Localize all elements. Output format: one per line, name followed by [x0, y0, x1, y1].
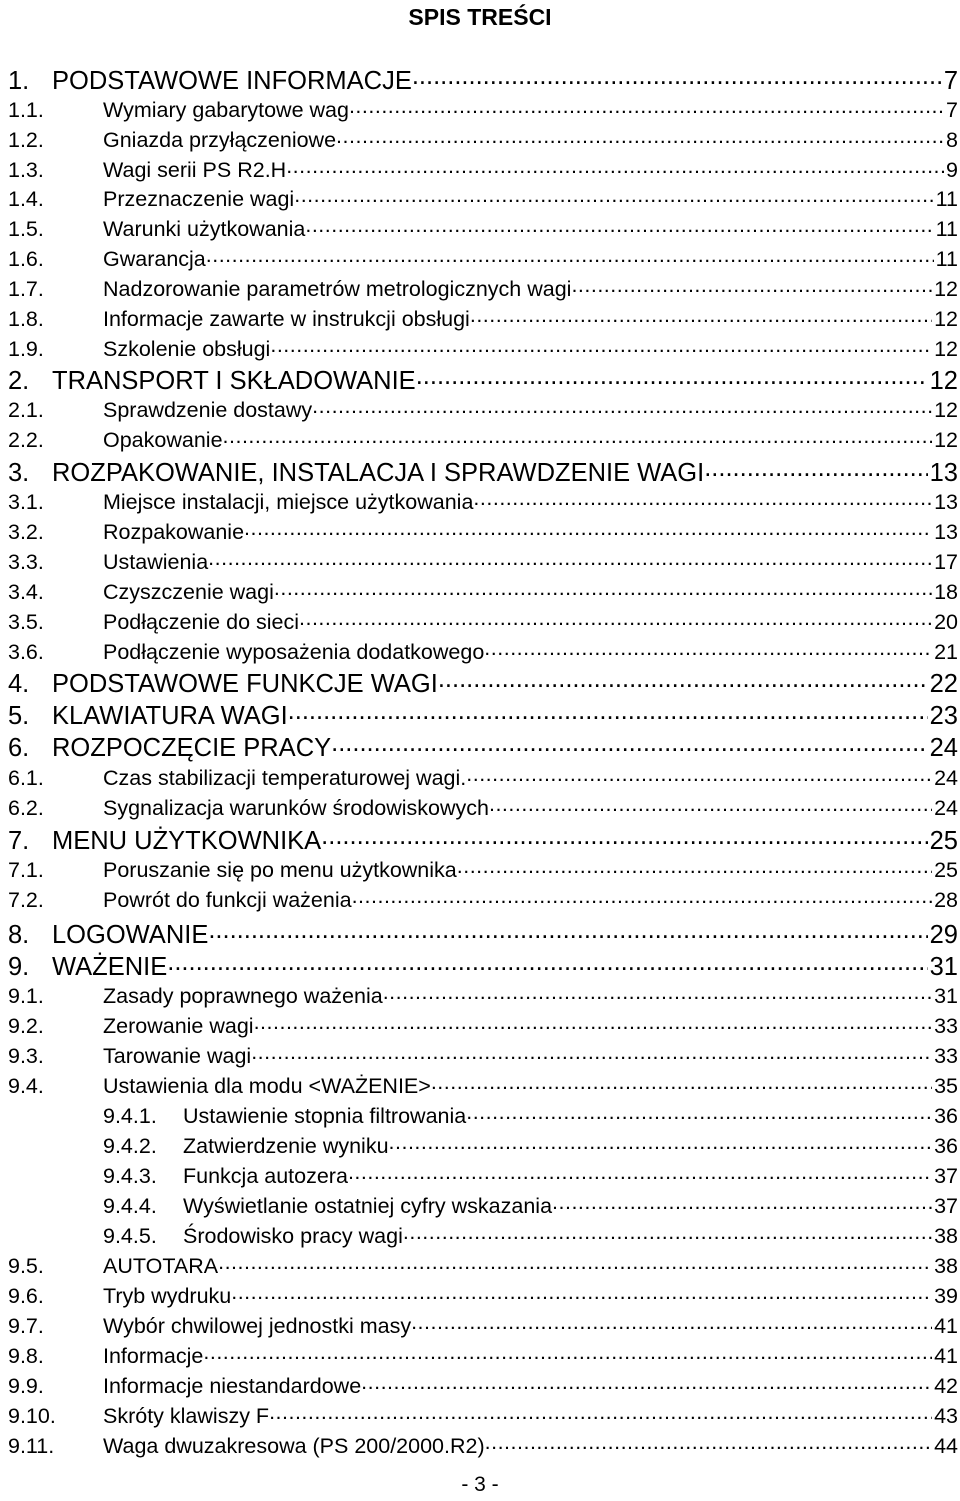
dot-leader	[389, 1131, 933, 1153]
dot-leader	[704, 455, 927, 481]
toc-entry-title: Nadzorowanie parametrów metrologicznych wagi	[103, 276, 572, 301]
toc-entry-page: 12	[929, 366, 958, 395]
toc-entry-title: Tryb wydruku	[103, 1283, 232, 1308]
dot-leader	[331, 730, 928, 756]
toc-entry-title: Zasady poprawnego ważenia	[103, 983, 383, 1008]
toc-entry[interactable]	[8, 1131, 958, 1161]
dot-leader	[321, 823, 927, 849]
dot-leader	[466, 763, 932, 785]
toc-entry-number: 9.9.	[8, 1373, 44, 1398]
toc-entry-title: Wagi serii PS R2.H	[103, 157, 287, 182]
dot-leader	[206, 244, 934, 266]
toc-entry-page: 11	[935, 186, 958, 211]
toc-entry-page: 12	[934, 306, 958, 331]
toc-entry-number: 1.6.	[8, 246, 44, 271]
dot-leader	[208, 547, 932, 569]
toc-entry-title: AUTOTARA	[103, 1253, 219, 1278]
toc-entry-number: 5.	[8, 701, 30, 730]
toc-entry[interactable]	[8, 1281, 958, 1311]
toc-entry[interactable]	[8, 823, 958, 855]
dot-leader	[231, 1281, 932, 1303]
toc-entry-page: 44	[934, 1433, 958, 1458]
toc-entry-page: 24	[934, 795, 958, 820]
toc-entry[interactable]	[8, 244, 958, 274]
toc-entry-page: 38	[934, 1253, 958, 1278]
toc-entry-page: 13	[929, 458, 958, 487]
toc-entry-number: 9.10.	[8, 1403, 56, 1428]
toc-entry-page: 12	[934, 427, 958, 452]
dot-leader	[299, 607, 932, 629]
toc-entry[interactable]	[8, 855, 958, 885]
toc-entry-number: 3.5.	[8, 609, 44, 634]
toc-entry-number: 9.4.3.	[103, 1163, 157, 1188]
toc-entry[interactable]	[8, 274, 958, 304]
toc-entry-number: 6.2.	[8, 795, 44, 820]
dot-leader	[254, 1011, 933, 1033]
toc-entry-number: 9.4.5.	[103, 1223, 157, 1248]
toc-entry-title: Środowisko pracy wagi	[183, 1223, 403, 1248]
toc-entry[interactable]	[8, 793, 958, 823]
toc-entry-title: Podłączenie do sieci	[103, 609, 300, 634]
toc-entry-page: 7	[943, 66, 958, 95]
dot-leader	[489, 793, 932, 815]
dot-leader	[286, 155, 944, 177]
toc-entry[interactable]	[8, 455, 958, 487]
toc-entry[interactable]	[8, 1431, 958, 1461]
toc-entry-number: 1.7.	[8, 276, 44, 301]
toc-entry-number: 9.8.	[8, 1343, 44, 1368]
toc-entry-number: 2.2.	[8, 427, 44, 452]
toc-entry[interactable]	[8, 1191, 958, 1221]
dot-leader	[383, 981, 932, 1003]
toc-entry[interactable]	[8, 487, 958, 517]
toc-entry[interactable]	[8, 547, 958, 577]
dot-leader	[431, 1071, 932, 1093]
toc-entry-title: Wybór chwilowej jednostki masy	[103, 1313, 412, 1338]
toc-entry-title: ROZPAKOWANIE, INSTALACJA I SPRAWDZENIE WAGI	[52, 458, 705, 487]
toc-entry[interactable]	[8, 607, 958, 637]
toc-entry[interactable]	[8, 730, 958, 762]
dot-leader	[457, 855, 932, 877]
toc-entry-page: 25	[929, 826, 958, 855]
toc-entry-title: Ustawienia dla modu <WAŻENIE>	[103, 1073, 431, 1098]
toc-entry-title: Warunki użytkowania	[103, 216, 306, 241]
toc-entry-title: Rozpakowanie	[103, 519, 245, 544]
toc-entry-title: Czas stabilizacji temperaturowej wagi.	[103, 765, 467, 790]
toc-entry-number: 9.2.	[8, 1013, 44, 1038]
toc-entry-number: 9.4.	[8, 1073, 44, 1098]
toc-entry-page: 12	[934, 397, 958, 422]
toc-entry-title: Szkolenie obsługi	[103, 336, 271, 361]
toc-entry-page: 21	[934, 639, 958, 664]
toc-entry-page: 7	[946, 97, 958, 122]
toc-entry-title: Zatwierdzenie wyniku	[183, 1133, 389, 1158]
page-number-footer: - 3 -	[461, 1473, 499, 1496]
toc-entry[interactable]	[8, 1251, 958, 1281]
toc-entry-title: ROZPOCZĘCIE PRACY	[52, 733, 332, 762]
toc-entry[interactable]	[8, 304, 958, 334]
dot-leader	[336, 125, 944, 147]
toc-entry-title: Funkcja autozera	[183, 1163, 348, 1188]
toc-entry-page: 38	[934, 1223, 958, 1248]
toc-entry-title: Informacje zawarte w instrukcji obsługi	[103, 306, 470, 331]
dot-leader	[470, 304, 932, 326]
page-title: SPIS TREŚCI	[408, 4, 552, 30]
toc-entry-page: 33	[934, 1043, 958, 1068]
dot-leader	[466, 1101, 932, 1123]
toc-entry-number: 4.	[8, 669, 30, 698]
toc-entry-number: 1.3.	[8, 157, 44, 182]
toc-entry-number: 9.5.	[8, 1253, 44, 1278]
toc-entry-number: 9.	[8, 952, 30, 981]
toc-entry-page: 23	[929, 701, 958, 730]
toc-entry-number: 3.6.	[8, 639, 44, 664]
toc-entry-title: Gwarancja	[103, 246, 206, 271]
toc-entry-number: 8.	[8, 920, 30, 949]
toc-entry-page: 22	[929, 669, 958, 698]
dot-leader	[218, 1251, 932, 1273]
toc-entry-title: Wymiary gabarytowe wag	[103, 97, 349, 122]
toc-entry[interactable]	[8, 1221, 958, 1251]
dot-leader	[270, 334, 932, 356]
toc-entry-number: 1.2.	[8, 127, 44, 152]
toc-entry[interactable]	[8, 1311, 958, 1341]
toc-entry-title: Opakowanie	[103, 427, 223, 452]
toc-entry-page: 39	[934, 1283, 958, 1308]
toc-entry[interactable]	[8, 425, 958, 455]
toc-entry-page: 42	[934, 1373, 958, 1398]
toc-entry[interactable]	[8, 885, 958, 915]
toc-entry-page: 11	[935, 246, 958, 271]
toc-entry-title: Miejsce instalacji, miejsce użytkowania	[103, 489, 474, 514]
toc-entry-title: Informacje niestandardowe	[103, 1373, 362, 1398]
toc-entry-page: 36	[934, 1133, 958, 1158]
toc-entry[interactable]	[8, 698, 958, 730]
toc-entry-title: Zerowanie wagi	[103, 1013, 254, 1038]
toc-entry-title: PODSTAWOWE INFORMACJE	[52, 66, 412, 95]
toc-entry-number: 1.4.	[8, 186, 44, 211]
toc-entry-number: 7.2.	[8, 887, 44, 912]
toc-entry-page: 29	[929, 920, 958, 949]
toc-entry[interactable]	[8, 125, 958, 155]
dot-leader	[203, 1341, 932, 1363]
toc-entry-title: Skróty klawiszy F	[103, 1403, 270, 1428]
toc-entry-number: 9.4.2.	[103, 1133, 157, 1158]
toc-entry[interactable]	[8, 949, 958, 981]
toc-entry-number: 3.4.	[8, 579, 44, 604]
toc-entry-number: 9.6.	[8, 1283, 44, 1308]
toc-entry-number: 7.	[8, 826, 30, 855]
toc-entry-page: 12	[934, 336, 958, 361]
dot-leader	[438, 666, 928, 692]
toc-entry-title: Waga dwuzakresowa (PS 200/2000.R2)	[103, 1433, 485, 1458]
toc-entry-page: 33	[934, 1013, 958, 1038]
toc-entry[interactable]	[8, 1401, 958, 1431]
dot-leader	[416, 363, 928, 389]
toc-entry-page: 24	[934, 765, 958, 790]
toc-entry-page: 11	[935, 216, 958, 241]
toc-entry-number: 1.5.	[8, 216, 44, 241]
toc-entry-number: 6.1.	[8, 765, 44, 790]
toc-entry[interactable]	[8, 334, 958, 364]
toc-entry-number: 3.1.	[8, 489, 44, 514]
toc-entry[interactable]	[8, 1161, 958, 1191]
toc-entry[interactable]	[8, 155, 958, 185]
toc-entry-page: 41	[934, 1343, 958, 1368]
dot-leader	[348, 1161, 932, 1183]
toc-entry[interactable]	[8, 1341, 958, 1371]
toc-entry-page: 31	[929, 952, 958, 981]
toc-entry-page: 31	[934, 983, 958, 1008]
toc-entry[interactable]	[8, 637, 958, 667]
toc-entry-title: Wyświetlanie ostatniej cyfry wskazania	[183, 1193, 553, 1218]
toc-entry-page: 8	[946, 127, 958, 152]
toc-entry-title: TRANSPORT I SKŁADOWANIE	[52, 366, 416, 395]
toc-entry-page: 41	[934, 1313, 958, 1338]
dot-leader	[552, 1191, 932, 1213]
toc-entry-page: 35	[934, 1073, 958, 1098]
toc-entry-page: 13	[934, 519, 958, 544]
toc-entry[interactable]	[8, 1101, 958, 1131]
toc-entry-title: PODSTAWOWE FUNKCJE WAGI	[52, 669, 438, 698]
dot-leader	[305, 214, 933, 236]
toc-entry[interactable]	[8, 395, 958, 425]
toc-entry-number: 1.8.	[8, 306, 44, 331]
toc-entry-number: 9.11.	[8, 1433, 55, 1458]
toc-entry-page: 36	[934, 1103, 958, 1128]
toc-entry[interactable]	[8, 95, 958, 125]
toc-entry[interactable]	[8, 63, 958, 95]
toc-entry-title: Sprawdzenie dostawy	[103, 397, 313, 422]
toc-entry[interactable]	[8, 1371, 958, 1401]
toc-entry-title: Czyszczenie wagi	[103, 579, 274, 604]
toc-entry[interactable]	[8, 363, 958, 395]
toc-entry[interactable]	[8, 917, 958, 949]
toc-entry[interactable]	[8, 1011, 958, 1041]
dot-leader	[251, 1041, 932, 1063]
toc-entry-number: 9.3.	[8, 1043, 44, 1068]
toc-entry-page: 24	[929, 733, 958, 762]
toc-entry-title: Informacje	[103, 1343, 204, 1368]
dot-leader	[288, 698, 928, 724]
toc-entry[interactable]	[8, 517, 958, 547]
dot-leader	[349, 95, 944, 117]
toc-entry-page: 20	[934, 609, 958, 634]
toc-entry-number: 9.1.	[8, 983, 44, 1008]
toc-entry-page: 25	[934, 857, 958, 882]
toc-entry-page: 13	[934, 489, 958, 514]
toc-entry-title: Przeznaczenie wagi	[103, 186, 295, 211]
toc-entry-number: 3.3.	[8, 549, 44, 574]
dot-leader	[269, 1401, 932, 1423]
dot-leader	[403, 1221, 932, 1243]
toc-entry-number: 9.4.1.	[103, 1103, 157, 1128]
dot-leader	[294, 184, 933, 206]
toc-entry-page: 17	[934, 549, 958, 574]
dot-leader	[208, 917, 927, 943]
toc-entry-number: 6.	[8, 733, 30, 762]
dot-leader	[411, 1311, 932, 1333]
dot-leader	[312, 395, 932, 417]
toc-entry[interactable]	[8, 184, 958, 214]
toc-entry-title: Sygnalizacja warunków środowiskowych	[103, 795, 489, 820]
dot-leader	[244, 517, 932, 539]
dot-leader	[361, 1371, 932, 1393]
toc-entry-page: 18	[934, 579, 958, 604]
toc-entry-page: 28	[934, 887, 958, 912]
toc-entry-page: 37	[934, 1163, 958, 1188]
toc-entry-page: 12	[934, 276, 958, 301]
toc-entry-title: MENU UŻYTKOWNIKA	[52, 826, 322, 855]
toc-entry[interactable]	[8, 214, 958, 244]
toc-entry-number: 3.	[8, 458, 30, 487]
dot-leader	[473, 487, 932, 509]
toc-entry-page: 43	[934, 1403, 958, 1428]
dot-leader	[167, 949, 927, 975]
toc-entry-number: 9.7.	[8, 1313, 44, 1338]
toc-entry[interactable]	[8, 1041, 958, 1071]
toc-entry-title: Powrót do funkcji ważenia	[103, 887, 352, 912]
toc-entry-title: Tarowanie wagi	[103, 1043, 252, 1068]
toc-entry-number: 3.2.	[8, 519, 44, 544]
toc-entry-number: 1.	[8, 66, 30, 95]
toc-entry-title: LOGOWANIE	[52, 920, 209, 949]
toc-entry-title: Ustawienie stopnia filtrowania	[183, 1103, 467, 1128]
dot-leader	[274, 577, 932, 599]
toc-entry[interactable]	[8, 981, 958, 1011]
dot-leader	[412, 63, 942, 89]
dot-leader	[485, 1431, 932, 1453]
dot-leader	[571, 274, 932, 296]
toc-entry-title: Ustawienia	[103, 549, 209, 574]
toc-entry-number: 9.4.4.	[103, 1193, 157, 1218]
dot-leader	[223, 425, 933, 447]
toc-entry[interactable]	[8, 666, 958, 698]
dot-leader	[352, 885, 933, 907]
toc-entry-page: 9	[946, 157, 958, 182]
toc-entry-title: Poruszanie się po menu użytkownika	[103, 857, 457, 882]
toc-entry[interactable]	[8, 1071, 958, 1101]
toc-entry-number: 7.1.	[8, 857, 44, 882]
toc-entry-number: 1.9.	[8, 336, 44, 361]
toc-entry-number: 2.1.	[8, 397, 44, 422]
toc-entry[interactable]	[8, 577, 958, 607]
toc-entry-number: 2.	[8, 366, 30, 395]
dot-leader	[484, 637, 932, 659]
toc-entry-title: KLAWIATURA WAGI	[52, 701, 288, 730]
toc-entry-title: Podłączenie wyposażenia dodatkowego	[103, 639, 485, 664]
toc-entry-title: WAŻENIE	[52, 952, 168, 981]
toc-entry-number: 1.1.	[8, 97, 44, 122]
toc-entry-page: 37	[934, 1193, 958, 1218]
toc-entry-title: Gniazda przyłączeniowe	[103, 127, 337, 152]
toc-entry[interactable]	[8, 763, 958, 793]
